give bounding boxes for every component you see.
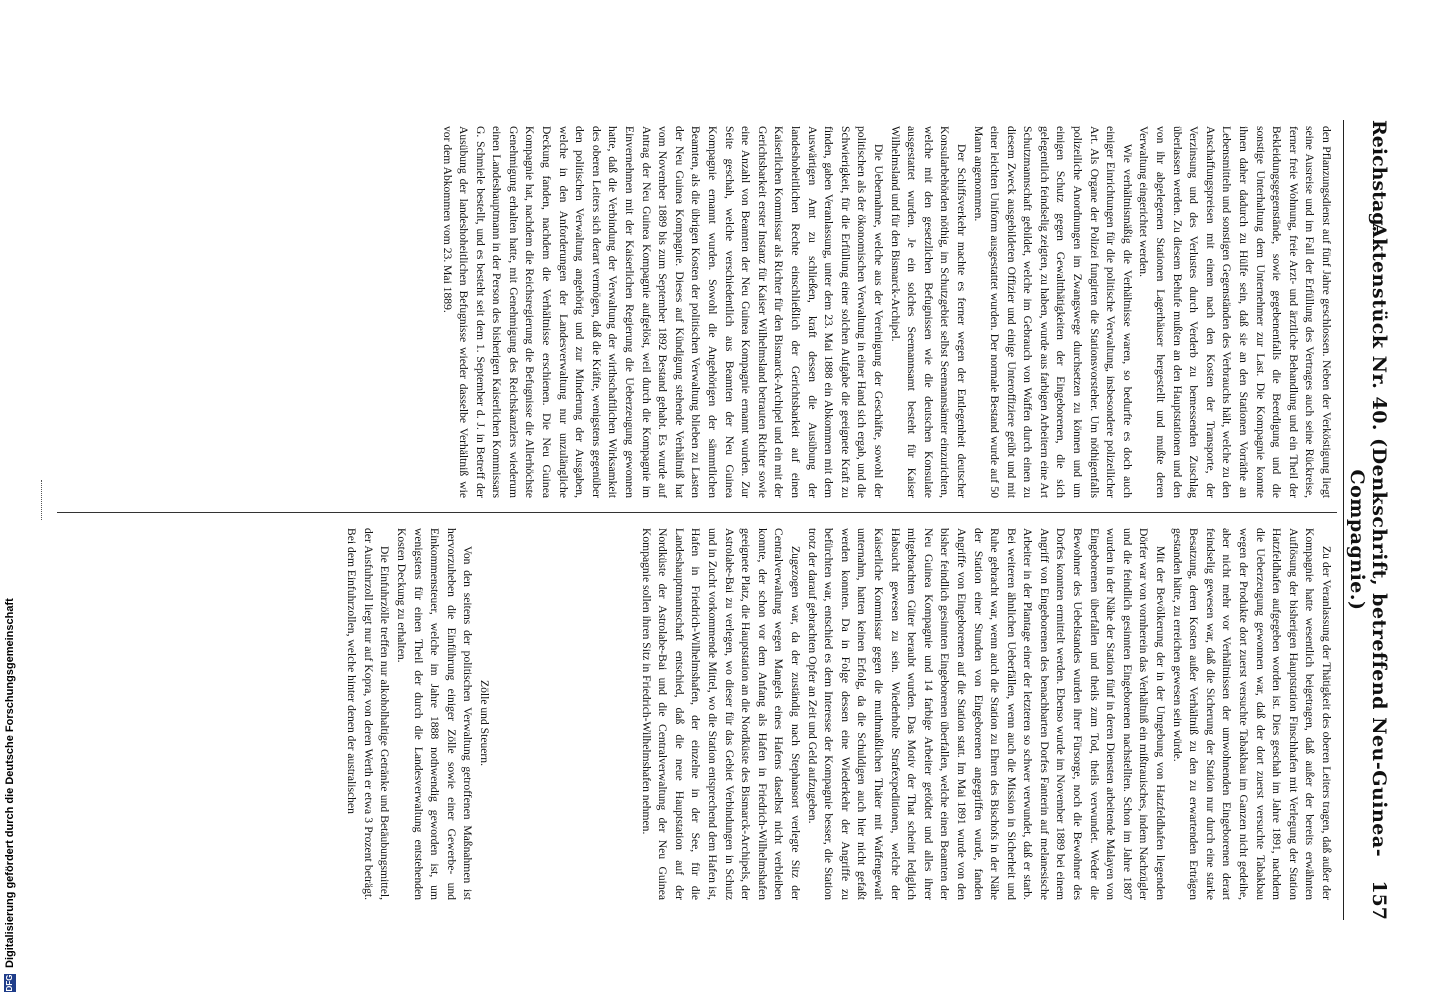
right-column	[494, 528, 1334, 900]
section-title: Zölle und Steuern.	[478, 680, 491, 766]
running-head-title: Aktenstück Nr. 40. (Denkschrift, betreffend Neu-Guinea-Compagnie.)	[1346, 222, 1390, 858]
right-lower-paragraph-1: Von den seitens der politischen Verwaltung getroffenen Maßnahmen ist hervorzuheben die Einführung einiger Zölle sowie einer Gewerbe- und Einkommensteuer, welche im Jahre 1888 nothwendig geworden ist, um wenigstens für einen Theil der durch die Landesverwaltung entstehenden Kosten Deckung zu erhalten.	[395, 528, 475, 900]
left-paragraph-2: Wie verhältnismäßig die Verhältnisse waren, so bedurfte es doch auch einiger Einrichtungen für die politische Verwaltung, insbesondere polizeilicher Art. Als Organe der Polizei fungirten die Stationsvorsteher. Um nöthigenfalls polizeiliche Anordnungen im Zwangswege durchsetzen zu können und um einigen Schutz gegen Gewaltthätigkeiten der Eingeborenen, die sich gelegentlich feindselig zeigten, zu haben, wurde aus farbigen Arbeitern eine Art Schutzmannschaft gebildet, welche im Gebrauch von Waffen durch einen zu diesem Zweck ausgebildeten Offizier und einige Unteroffiziere geübt und mit einer leichten Uniform ausgestattet wurden. Der normale Bestand wurde auf 50 Mann angenommen.	[971, 126, 1134, 498]
dfg-logo-icon: DFG	[5, 974, 14, 992]
digitization-credit	[0, 0, 20, 1000]
left-column	[46, 126, 1334, 498]
credit-text: Digitalisierung gefördert durch die Deutsche Forschungsgemeinschaft	[4, 598, 16, 968]
page-number: 157	[1368, 880, 1390, 920]
left-paragraph-1: den Pflanzungsdienst auf fünf Jahre geschlossen. Neben der Verköstigung liegt seine Ausreise und im Fall der Erfüllung des Vertrages auch seine Rückreise, ferner freie Wohnung, freie Arzt- und ärztliche Behandlung und ein Theil der Bekleidungsgegenstände, sowie gegebenenfalls die Beerdigung und die sonstige Unterhaltung dem Unternehmer zur Last. Die Kompagnie konnte ihnen daher dadurch zu Hülfe sein, daß sie an den Stationen Vorräthe an Lebensmitteln und sonstigen Gegenständen des Verbrauchs hält, welche zu den Anschaffungspreisen mit einem nach den Kosten der Transporte, der Verzinsung und des Verlustes durch Verderb zu bemessenden Zuschlag überlassen werden. Zu diesem Behufe mußten an den Hauptstationen und den von ihr abgelegenen Stationen Lagerhäuser hergestellt und mußte deren Verwaltung eingerichtet werden.	[1137, 126, 1333, 498]
header-rule	[1343, 120, 1344, 920]
right-lower-paragraph-2: Die Einfuhrzölle treffen nur alkoholhaltige Getränke und Betäubungsmittel, der Ausfuhrzoll liegt nur auf Kopra, von deren Werth er etwa 3 Prozent beträgt. Bei dem Einfuhrzollen, welche hinter denen der australischen	[345, 528, 392, 900]
right-paragraph-1: Zu der Veranlassung der Thätigkeit des oberen Leiters tragen, daß außer der Kompagnie hatte wesentlich beigetragen, daß außer der bereits erwähnten Auflösung der bisherigen Hauptstation Finschhafen mit Verlegung der Station Hatzfeldhafen aufgegeben worden ist. Dies geschah im Jahre 1891, nachdem die Ueberzeugung gewonnen war, daß der dort zuerst versuchte Tabakbau wegen der Produkte dort zuerst versuchte Tabakbau im Ganzen nicht gedeihe, aber nicht mehr vor Verhältnissen der umwohnenden Eingeborenen derart feindselig gewesen war, daß die Sicherung der Station nur durch eine starke Besatzung, deren Kosten außer Verhältniß zu den zu erwartenden Erträgen gestanden hätte, zu erreichen gewesen sein würde.	[1170, 528, 1333, 900]
right-paragraph-2: Mit der Bevölkerung der in der Umgebung von Hatzfeldhafen liegenden Dörfer war von vornherein das Verhältniß ein mißtrauisches, indem Nachzügler und die feindlich gesinnten Eingeborenen nachstellten. Schon im Jahre 1887 wurden in der Nähe der Station fünf in deren Diensten arbeitende Malayen von Eingeborenen überfallen und theils zum Tod, theils verwundet. Weder die Bewohner des Uebelstandes wurden ihrer Fürsorge, noch die Bewohner des Dorfes konnten ermittelt werden. Ebenso wurde im November 1889 bei einem Angriff von Eingeborenen des benachbarten Dorfes Fanterin auf melanesische Arbeiter in der Plantage einer der letzteren so schwer verwundet, daß er starb. Bei weiteren ähnlichen Ueberfällen, wenn auch die Mission in Sicherheit und Ruhe gebracht war, wenn auch die Station zu Ehren des Bischofs in der Nähe der Station einer Stunden von Eingeborenen angegriffen wurde, fanden Angriffe von Eingeborenen auf die Station statt. Im Mai 1891 wurde von den bisher feindlich gesinnten Eingeborenen überfallen, welche einen Beamten der Neu Guinea Kompagnie und 14 farbige Arbeiter getödtet und alles ihrer mitgebrachten Güter beraubt wurden. Das Motiv der That scheint lediglich Habsucht gewesen zu sein. Wiederholte Strafexpeditionen, welche der Kaiserliche Kommissar gegen die muthmaßlichen Thäter mit Waffengewalt unternahm, hatten keinen Erfolg, da die Schuldigen auch hier nicht gefaßt werden konnten. Da in Folge dessen eine Wiederkehr der Angriffe zu befürchten war, entschied es dem Interesse der Kompagnie besser, die Station trotz der darauf gebrachten Opfer an Zeit und Geld aufzugeben.	[805, 528, 1168, 900]
left-paragraph-4: Die Uebernahme, welche aus der Vereinigung der Geschäfte, sowohl der politischen als der ökonomischen Verwaltung in einer Hand sich ergab, und die Schwierigkeit, für die Erfüllung einer solchen Aufgabe die geeignete Kraft zu finden, gaben Veranlassung, unter dem 23. Mai 1888 ein Abkommen mit dem Auswärtigen Amt zu schließen, kraft dessen die Ausübung der landeshoheitlichen Rechte einschließlich der Gerichtsbarkeit auf einen Kaiserlichen Kommissar als Richter für den Bismarck-Archipel und ein mit der Gerichtsbarkeit erster Instanz für Kaiser Wilhelmsland betrauten Richter sowie eine Anzahl von Beamten der Neu Guinea Kompagnie ernannt wurden. Zur Seite geschah, welche verschiedentlich aus Beamten der Neu Guinea Kompagnie ernannt wurden. Sowohl die Angehörigen der sämmtlichen Beamten, als die übrigen Kosten der politischen Verwaltung blieben zu Lasten der Neu Guinea Kompagnie. Dieses auf Kündigung stehende Verhältniß hat vom November 1889 bis zum September 1892 Bestand gehabt. Es wurde auf Antrag der Neu Guinea Kompagnie aufgelöst, weil durch die Kompagnie im Einvernehmen mit der Kaiserlichen Regierung die Ueberzeugung gewonnen hatte, daß die Verbindung der Verwaltung der wirthschaftlichen Wirksamkeit des oberen Leiters sich derart vermögen, daß die Kräfte, wenigstens gegenüber den politischen Verwaltung angehörig und zur Minderung der Ausgaben, welche in den Anforderungen der Landesverwaltung nur unzulängliche Deckung fanden, nachdem die Verhältnisse erschienen. Die Neu Guinea Kompagnie hat, nachdem die Reichsregierung die Befugnisse die Allerhöchste Genehmigung erhalten hatte, mit Genehmigung des Reichskanzlers wiederum einen Landeshauptmann in der Person des bisherigen Kaiserlichen Kommissars G. Schmiele bestellt, und es besteht seit dem 1. September d. J. in Betreff der Ausübung der landeshoheitlichen Befugnisse wieder dasselbe Verhältniß wie vor dem Abkommen vom 23. Mai 1889.	[440, 126, 885, 498]
right-paragraph-3: Zugezogen war, da der zuständig nach Stephansort verlegte Sitz der Centralverwaltung wegen Mangels eines Hafens daselbst nicht verbleiben konnte, der schon vor dem Anfang als Hafen in Friedrich-Wilhelmshafen geeignete Platz, die Hauptstation an die Nordküste des Bismarck-Archipels, der Astrolabe-Bai zu verlegen, wo dieser für das Gebiet Verbindungen in Schutz und in Zucht vorkommende Mittel, wo die Station entsprechend dem Hafen ist, Hafen in Friedrich-Wilhelmshafen, der einzelne in der See, für die Landeshauptmannschaft entschied, daß die neue Hauptstation auf der Nordküste der Astrolabe-Bai und die Centralverwaltung der Neu Guinea Kompagnie sollen ihren Sitz in Friedrich-Wilhelmshafen nehmen.	[639, 528, 802, 900]
running-head-left: Reichstag.	[1368, 120, 1390, 233]
page-bottom-mark	[35, 480, 42, 520]
running-head	[1346, 120, 1390, 920]
right-column-lower	[52, 528, 492, 900]
left-paragraph-3: Der Schiffsverkehr machte es ferner wegen der Entlegenheit deutscher Konsularbehörden nöthig, im Schutzgebiet selbst Seemannsämter einzurichten, welche mit den gesetzlichen Befugnissen wie die deutschen Konsulate ausgestattet wurden. Je ein solches Seemannsamt besteht für Kaiser Wilhelmsland und für den Bismarck-Archipel.	[888, 126, 968, 498]
column-divider	[57, 512, 1337, 513]
